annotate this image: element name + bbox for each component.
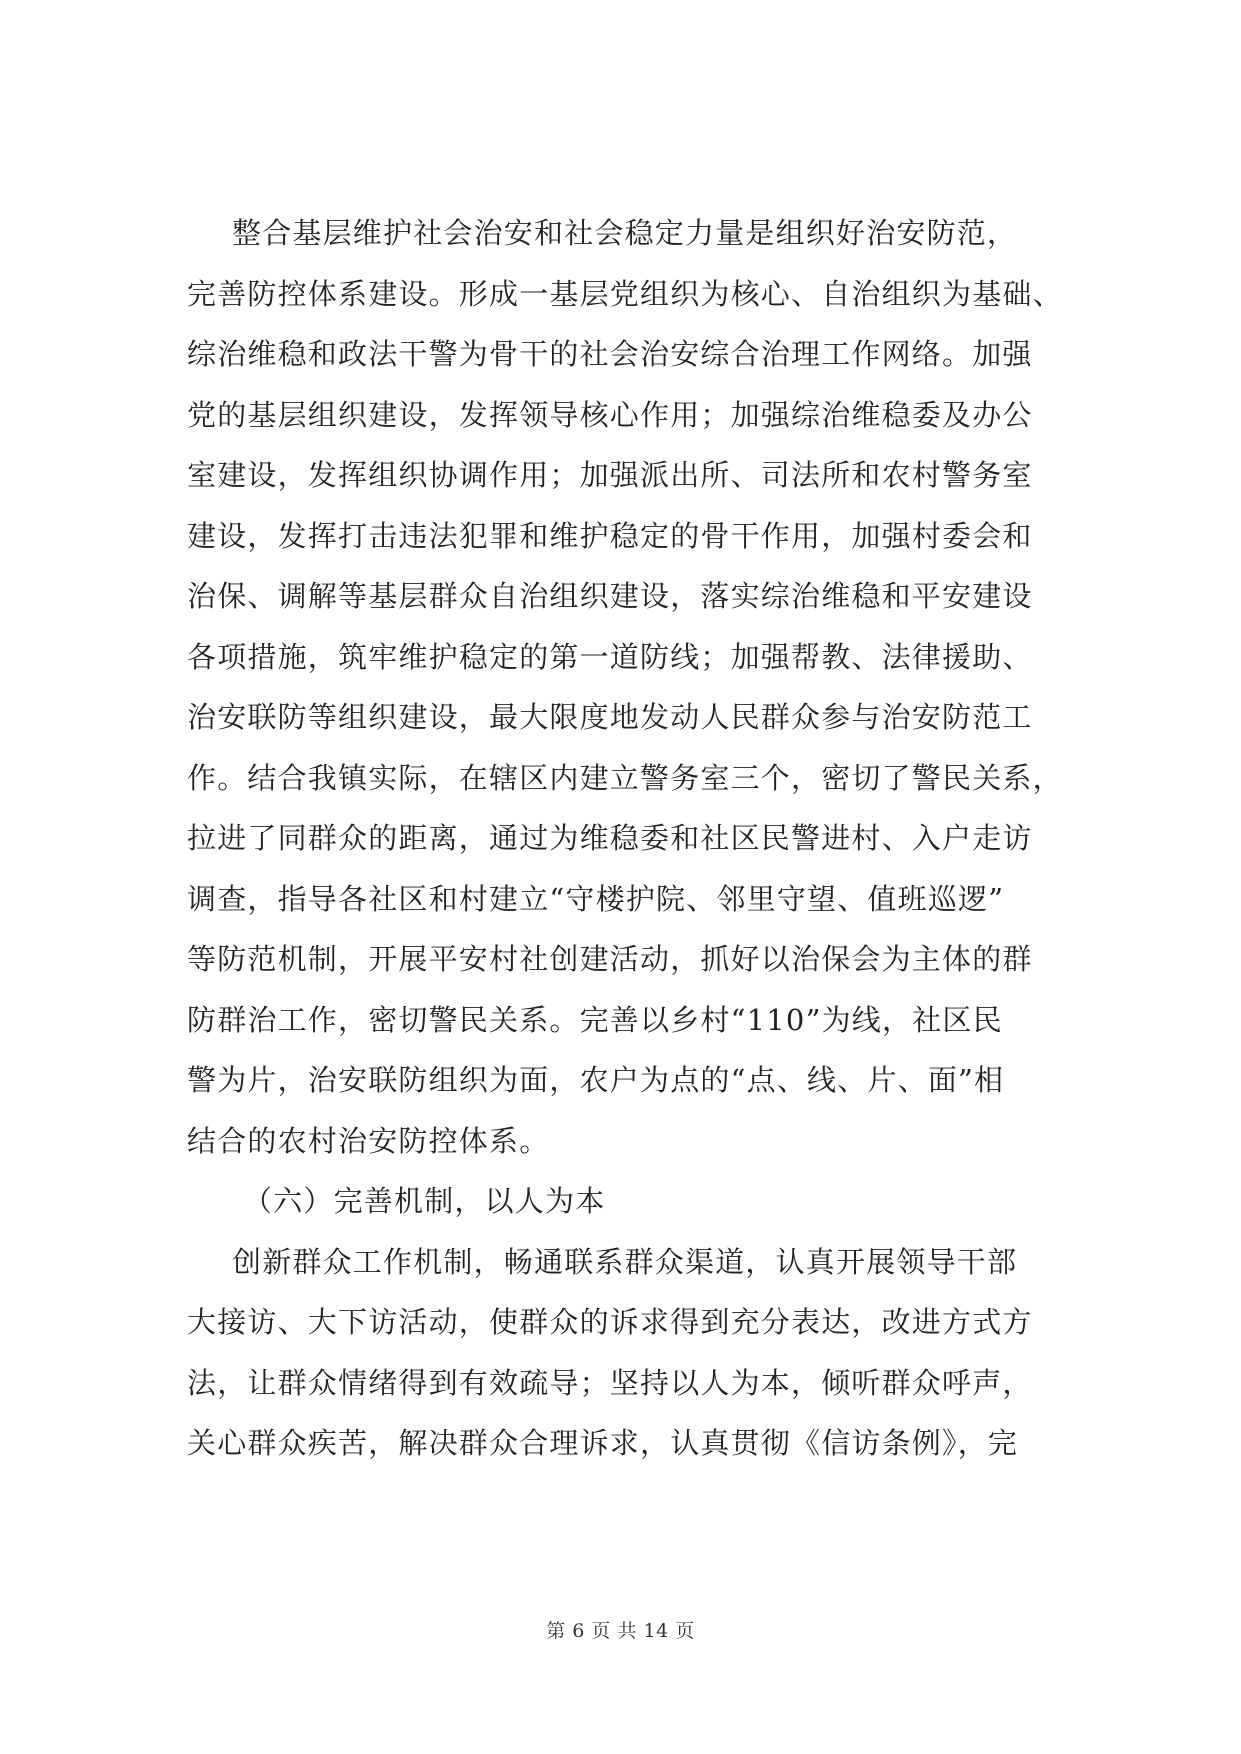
paragraph-line: 完善防控体系建设。形成一基层党组织为核心、自治组织为基础、: [187, 276, 1063, 311]
paragraph-line: 关心群众疾苦，解决群众合理诉求，认真贯彻《信访条例》，完: [187, 1426, 1019, 1460]
paragraph-line: 整合基层维护社会治安和社会稳定力量是组织好治安防范，: [232, 216, 1018, 250]
paragraph-line: 警为片，治安联防组织为面，农户为点的“点、线、片、面”相: [187, 1063, 1005, 1097]
paragraph-line: 调查，指导各社区和村建立“守楼护院、邻里守望、值班巡逻”: [187, 881, 1005, 916]
paragraph-line: 室建设，发挥组织协调作用；加强派出所、司法所和农村警务室: [187, 458, 1033, 492]
paragraph-line: 拉进了同群众的距离，通过为维稳委和社区民警进村、入户走访: [187, 821, 1033, 855]
paragraph-line: 大接访、大下访活动，使群众的诉求得到充分表达，改进方式方: [187, 1305, 1033, 1339]
paragraph-line: 等防范机制，开展平安村社创建活动，抓好以治保会为主体的群: [187, 942, 1033, 976]
paragraph-line: 治保、调解等基层群众自治组织建设，落实综治维稳和平安建设: [187, 579, 1033, 613]
paragraph-line: 治安联防等组织建设，最大限度地发动人民群众参与治安防范工: [187, 700, 1033, 734]
paragraph-security-forces: [187, 203, 1067, 1171]
section-heading: （六）完善机制，以人为本: [243, 1184, 606, 1218]
paragraph-line: 创新群众工作机制，畅通联系群众渠道，认真开展领导干部: [232, 1244, 1018, 1279]
paragraph-line: 建设，发挥打击违法犯罪和维护稳定的骨干作用，加强村委会和: [187, 518, 1033, 553]
paragraph-line: 综治维稳和政法干警为骨干的社会治安综合治理工作网络。加强: [187, 337, 1033, 371]
paragraph-line: 各项措施，筑牢维护稳定的第一道防线；加强帮教、法律援助、: [187, 639, 1033, 674]
paragraph-line: 党的基层组织建设，发挥领导核心作用；加强综治维稳委及办公: [187, 397, 1033, 432]
paragraph-line: 作。结合我镇实际，在辖区内建立警务室三个，密切了警民关系，: [187, 760, 1063, 795]
paragraph-line: 结合的农村治安防控体系。: [187, 1123, 550, 1158]
paragraph-line: 法，让群众情绪得到有效疏导；坚持以人为本，倾听群众呼声，: [187, 1365, 1033, 1400]
page-body: [187, 203, 1067, 1474]
paragraph-mechanism: [187, 1232, 1067, 1474]
paragraph-line: 防群治工作，密切警民关系。完善以乡村“110”为线，社区民: [187, 1002, 1003, 1037]
page-number-footer: 第 6 页 共 14 页: [546, 1620, 695, 1642]
